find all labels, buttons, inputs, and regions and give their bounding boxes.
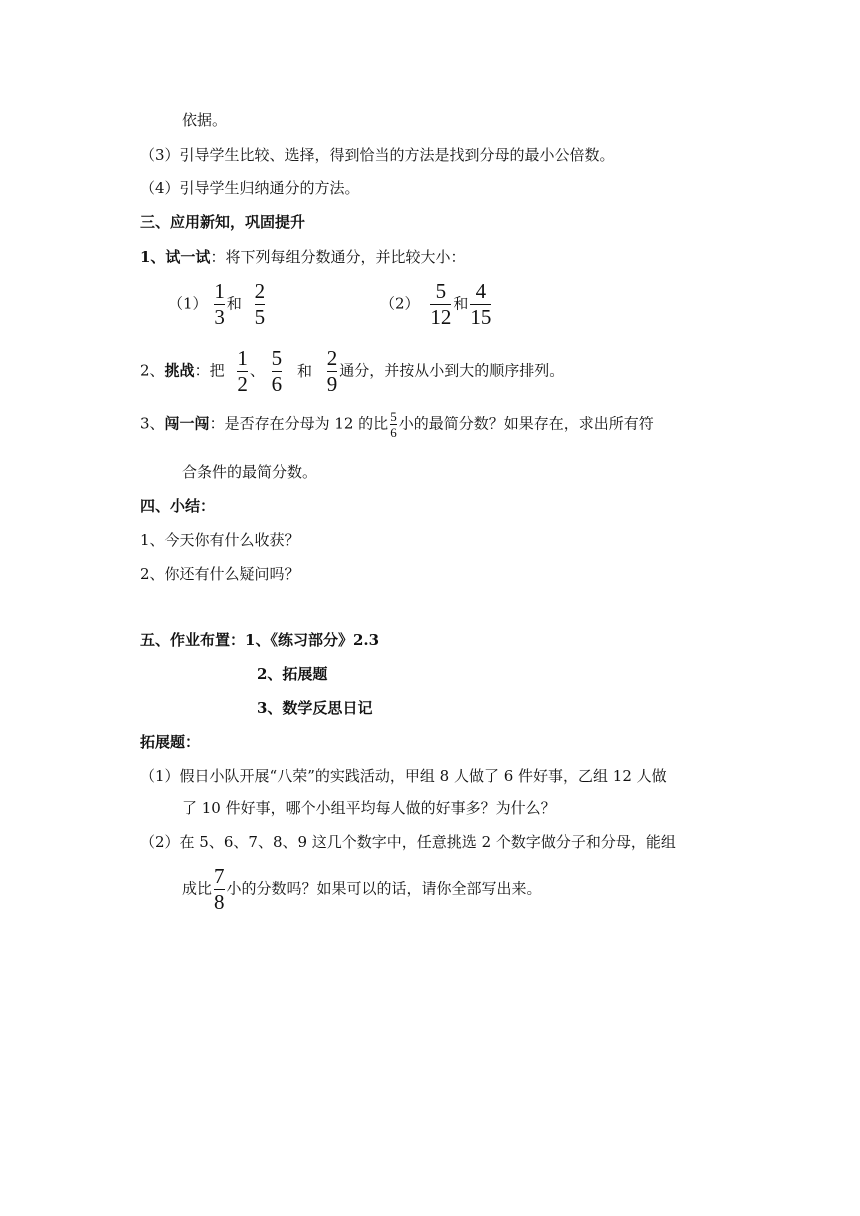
section-3-title: 三、应用新知，巩固提升 (140, 213, 306, 231)
challenge-colon: ：把 (194, 361, 225, 380)
summary-item-2: 2、你还有什么疑问吗？ (140, 565, 300, 583)
fraction: $\frac{2}{9}$ (326, 346, 338, 396)
explore-text-2: 小的最简分数？如果存在，求出所有符 (398, 414, 654, 433)
challenge-text: 通分，并按从小到大的顺序排列。 (339, 361, 565, 380)
fraction: $\frac{5}{6}$ (271, 346, 283, 396)
and-word: 和 (296, 361, 312, 380)
extension-q2-line-2 (182, 866, 542, 913)
try-line (140, 247, 465, 267)
item-number: （2） (380, 294, 420, 313)
summary-item-1: 1、今天你有什么收获？ (140, 531, 300, 549)
step-3: （3）引导学生比较、选择，得到恰当的方法是找到分母的最小公倍数。 (140, 146, 615, 164)
homework-item-3: 3、数学反思日记 (257, 699, 373, 717)
q2-post: 小的分数吗？如果可以的话，请你全部写出来。 (226, 879, 542, 898)
fraction: $\frac{5}{6}$ (390, 409, 397, 440)
try-label: 1、试一试 (140, 248, 211, 266)
and-word: 和 (453, 294, 469, 313)
explore-line-2: 合条件的最简分数。 (182, 463, 318, 481)
step-4: （4）引导学生归纳通分的方法。 (140, 179, 360, 197)
fraction: $\frac{1}{2}$ (237, 346, 248, 396)
homework-title: 五、作业布置：1、《练习部分》2.3 (140, 631, 380, 649)
fraction: $\frac{2}{5}$ (254, 279, 266, 329)
explore-label: 闯一闯 (164, 414, 210, 433)
homework-item-2: 2、拓展题 (257, 665, 328, 683)
extension-q2-line-1: （2）在 5、6、7、8、9 这几个数字中，任意挑选 2 个数字做分子和分母，能组 (140, 833, 676, 851)
challenge-label: 挑战 (164, 361, 195, 380)
try-text: ：将下列每组分数通分，并比较大小： (210, 248, 466, 266)
explore-text: ：是否存在分母为 12 的比 (209, 414, 389, 433)
fraction: $\frac{1}{3}$ (214, 279, 225, 329)
extension-title: 拓展题： (140, 733, 201, 751)
try-item-1 (168, 281, 267, 328)
continuation-line: 依据。 (182, 111, 228, 129)
item-number: （1） (168, 294, 208, 313)
section-4-title: 四、小结： (140, 497, 216, 515)
explore-prefix: 3、 (140, 414, 165, 433)
extension-q1-line-2: 了 10 件好事，哪个小组平均每人做的好事多？为什么？ (182, 799, 556, 817)
fraction: $\frac{5}{12}$ (430, 279, 452, 329)
q2-pre: 成比 (182, 879, 213, 898)
and-word: 和 (226, 294, 242, 313)
challenge-prefix: 2、 (140, 361, 165, 380)
fraction: $\frac{7}{8}$ (214, 864, 225, 914)
fraction: $\frac{4}{15}$ (470, 279, 492, 329)
try-item-2 (380, 281, 493, 328)
challenge-line (140, 348, 564, 395)
separator: 、 (249, 361, 265, 380)
extension-q1-line-1: （1）假日小队开展“八荣”的实践活动，甲组 8 人做了 6 件好事，乙组 12 人做 (140, 767, 667, 785)
explore-line (140, 410, 654, 439)
